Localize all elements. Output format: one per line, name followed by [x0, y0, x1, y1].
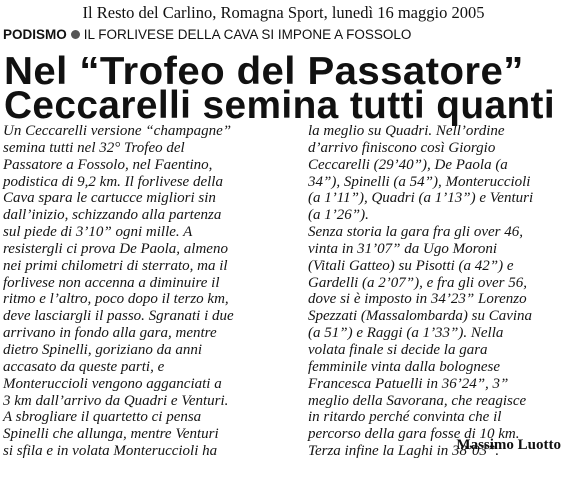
- text-line: dove si è imposto in 34’23” Lorenzo: [308, 291, 527, 308]
- kicker-subtitle: IL FORLIVESE DELLA CAVA SI IMPONE A FOSSOLO: [83, 27, 412, 42]
- text-line: arrivano in fondo alla gara, mentre: [3, 325, 217, 342]
- section-label: PODISMO: [3, 27, 67, 42]
- text-line: forlivese non accenna a diminuire il: [3, 274, 220, 291]
- text-line: Monteruccioli vengono agganciati a: [3, 375, 222, 392]
- text-line: d’arrivo finiscono così Giorgio: [308, 139, 496, 156]
- text-line: semina tutti nel 32° Trofeo del: [3, 139, 185, 156]
- text-line: vinta in 31’07” da Ugo Moroni: [308, 240, 498, 257]
- text-line: Un Ceccarelli versione “champagne”: [3, 123, 232, 139]
- text-line: si sfila e in volata Monteruccioli ha: [3, 443, 218, 460]
- headline-line-1: Nel “Trofeo del Passatore”: [4, 50, 524, 93]
- bullet-icon: [71, 30, 80, 39]
- text-line: Francesca Patuelli in 36’24”, 3”: [308, 375, 509, 392]
- text-line: sul piede di 3’10” ogni mille. A: [3, 224, 193, 241]
- text-line: Passatore a Fossolo, nel Faentino,: [3, 156, 213, 173]
- kicker: [3, 26, 411, 44]
- text-line: deve lasciargli il passo. Sgranati i due: [3, 308, 234, 325]
- text-line: Gardelli (a 2’07”), e fra gli over 56,: [308, 274, 528, 291]
- text-line: 3 km dall’arrivo da Quadri e Venturi.: [3, 392, 229, 409]
- text-line: percorso della gara fosse di 10 km.: [308, 426, 520, 443]
- text-line: dall’inizio, schizzando alla partenza: [3, 207, 222, 224]
- text-line: 34”), Spinelli (a 54”), Monteruccioli: [308, 173, 531, 190]
- text-line: Ceccarelli (29’40”), De Paola (a: [308, 156, 508, 173]
- text-line: Terza infine la Laghi in 38’03”.: [308, 443, 500, 460]
- text-line: femminile vinta dalla bolognese: [308, 358, 501, 375]
- text-line: (a 1’26”).: [308, 207, 369, 224]
- text-line: (a 1’11”), Quadri (a 1’13”) e Venturi: [308, 190, 534, 207]
- text-line: volata finale si decide la gara: [308, 341, 488, 358]
- text-line: Spinelli che allunga, mentre Venturi: [3, 426, 219, 443]
- masthead: Il Resto del Carlino, Romagna Sport, lunedì 16 maggio 2005: [82, 3, 485, 22]
- text-line: meglio della Savorana, che reagisce: [308, 392, 527, 409]
- text-line: Cava spara le cartucce migliori sin: [3, 190, 216, 207]
- text-line: A sbrogliare il quartetto ci pensa: [3, 409, 202, 426]
- text-line: Spezzati (Massalombarda) su Cavina: [308, 308, 533, 325]
- article-column-left: [3, 123, 299, 460]
- text-line: resistergli ci prova De Paola, almeno: [3, 240, 228, 257]
- author-byline: Massimo Luotto: [456, 437, 561, 453]
- text-line: nei primi chilometri di sterrato, ma il: [3, 257, 228, 274]
- text-line: dietro Spinelli, goriziano da anni: [3, 341, 203, 358]
- article-column-right: [308, 123, 566, 460]
- text-line: in ritardo perché convinta che il: [308, 409, 502, 426]
- text-line: Senza storia la gara fra gli over 46,: [308, 224, 524, 241]
- text-line: la meglio su Quadri. Nell’ordine: [308, 123, 505, 139]
- text-line: (Vitali Gatteo) su Pisotti (a 42”) e: [308, 257, 514, 274]
- text-line: ritmo e l’altro, poco dopo il terzo km,: [3, 291, 229, 308]
- text-line: accasato da queste parti, e: [3, 358, 165, 375]
- headline-line-2: Ceccarelli semina tutti quanti: [4, 84, 556, 127]
- text-line: podistica di 9,2 km. Il forlivese della: [3, 173, 223, 190]
- text-line: (a 51”) e Raggi (a 1’33”). Nella: [308, 325, 504, 342]
